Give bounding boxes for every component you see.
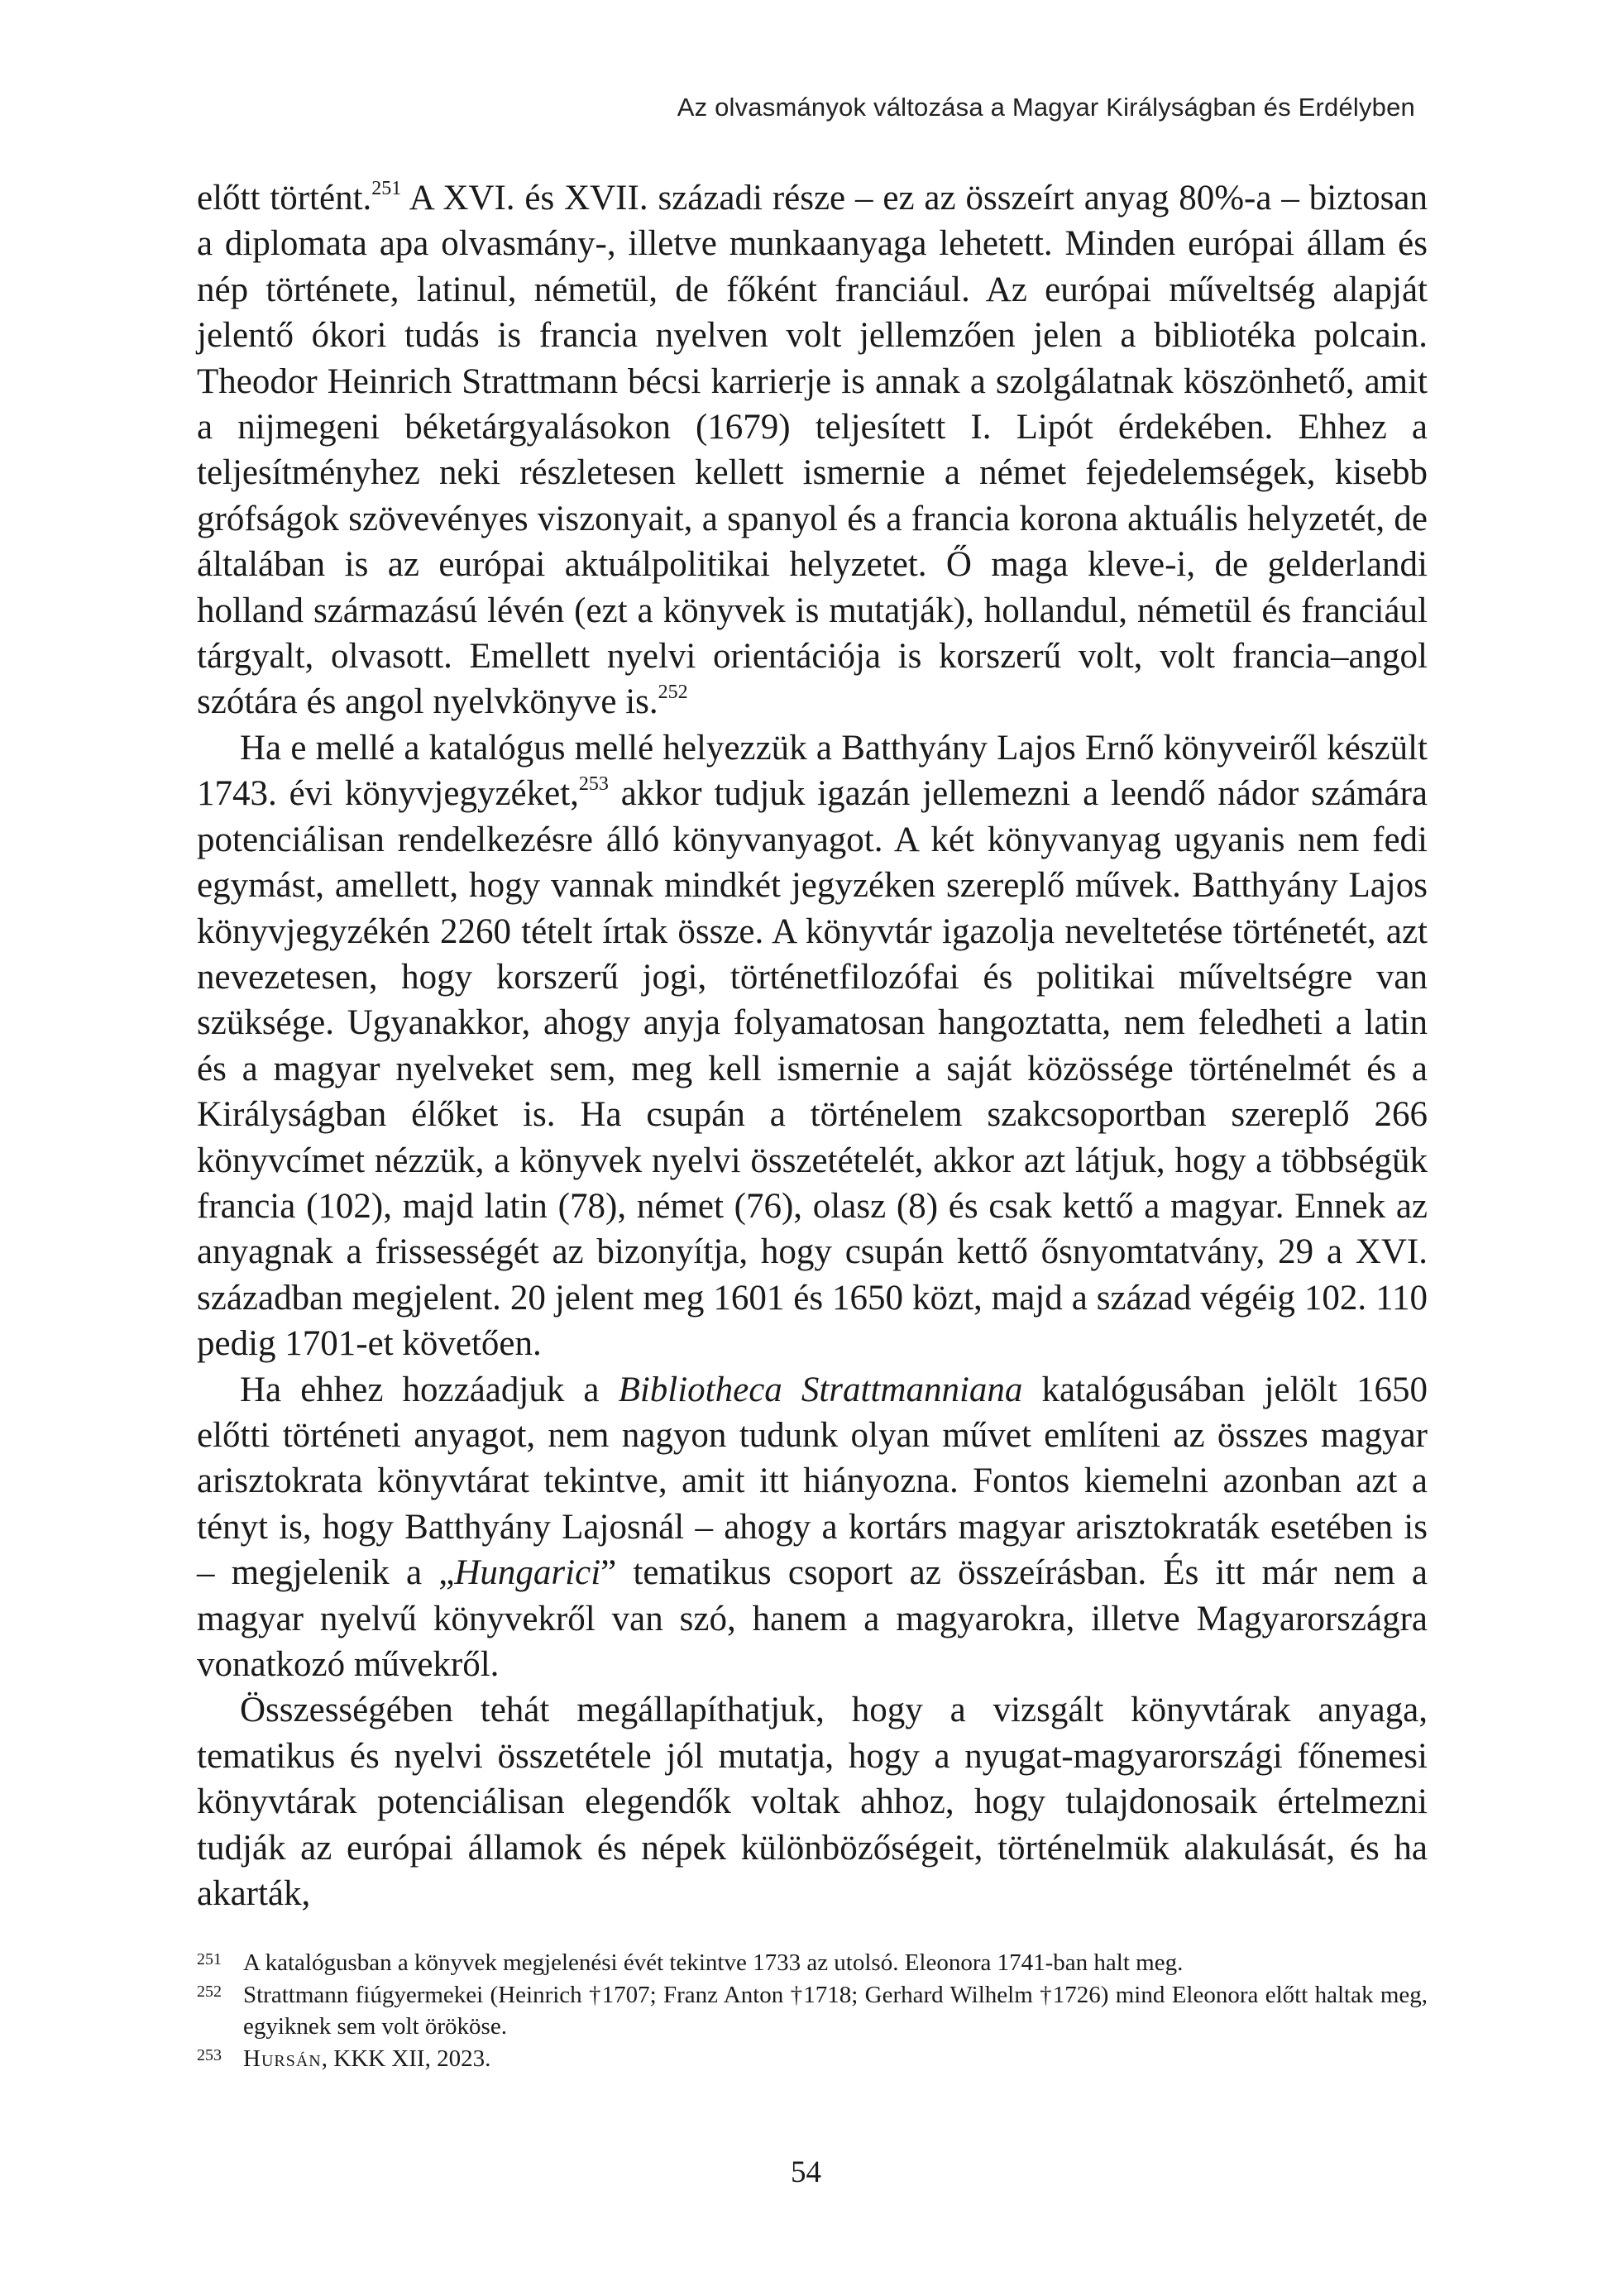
text-run: Összességében tehát megállapíthatjuk, hogy a vizsgált könyvtárak anyaga, tematikus és nyelvi összetétele jól mutatja, hogy a nyugat-magyarországi főnemesi könyvtárak potenciálisan elegendők voltak ahhoz, hogy tulajdonosaik értelmezni tudják az európai államok és népek különbözőségeit, történelmük alakulását, és ha akarták, bbox=[197, 1691, 1428, 1914]
footnote-ref: 252 bbox=[658, 682, 688, 704]
text-run: Ha e mellé a katalógus mellé helyezzük a Batthyány Lajos Ernő könyveiről készült 1743. évi könyvjegyzéket, bbox=[197, 728, 1428, 814]
page-number: 54 bbox=[791, 2155, 821, 2189]
footnote bbox=[197, 2043, 1428, 2075]
text-run: , KKK XII, 2023. bbox=[321, 2045, 491, 2072]
paragraph bbox=[197, 725, 1428, 1367]
text-run: Strattmann fiúgyermekei (Heinrich †1707; Franz Anton †1718; Gerhard Wilhelm †1726) mind Eleonora előtt haltak meg, egyiknek sem volt örököse. bbox=[243, 1981, 1428, 2040]
footnote-number: 251 bbox=[197, 1950, 222, 1968]
footnote bbox=[197, 1979, 1428, 2043]
text-run: Ha ehhez hozzáadjuk a bbox=[240, 1370, 619, 1409]
footnote-ref: 253 bbox=[578, 773, 609, 796]
footnote-number: 252 bbox=[197, 1982, 222, 2001]
text-run: ” tematikus csoport az összeírásban. És itt már nem a magyar nyelvű könyvekről van szó, hanem a magyarokra, illetve Magyarországra vonatkozó művekről. bbox=[197, 1553, 1428, 1684]
text-run: előtt történt. bbox=[197, 179, 372, 218]
author-name: Hursán bbox=[243, 2045, 322, 2072]
footnote-number: 253 bbox=[197, 2045, 222, 2064]
text-run: akkor tudjuk igazán jellemezni a leendő nádor számára potenciálisan rendelkezésre álló könyvanyagot. A két könyvanyag ugyanis nem fedi egymást, amellett, hogy vannak mindkét jegyzéken szereplő művek. Batthyány Lajos könyvjegyzékén 2260 tételt írtak össze. A könyvtár igazolja neveltetése történetét, azt nevezetesen, hogy korszerű jogi, történetfilozófai és politikai műveltségre van szüksége. Ugyanakkor, ahogy anyja folyamatosan hangoztatta, nem feledheti a latin és a magyar nyelveket sem, meg kell ismernie a saját közössége történelmét és a Királyságban élőket is. Ha csupán a történelem szakcsoportban szereplő 266 könyvcímet nézzük, a könyvek nyelvi összetételét, akkor azt látjuk, hogy a többségük francia (102), majd latin (78), német (76), olasz (8) és csak kettő a magyar. Ennek az anyagnak a frissességét az bizonyítja, hogy csupán kettő ősnyomtatvány, 29 a XVI. században megjelent. 20 jelent meg 1601 és 1650 közt, majd a század végéig 102. 110 pedig 1701-et követően. bbox=[197, 774, 1428, 1364]
paragraph bbox=[197, 1687, 1428, 1916]
text-run: A XVI. és XVII. századi része – ez az összeírt anyag 80%-a – biztosan a diplomata apa olvasmány-, illetve munkaanyaga lehetett. Minden európai állam és nép története, latinul, németül, de főként franciául. Az európai műveltség alapját jelentő ókori tudás is francia nyelven volt jellemzően jelen a bibliotéka polcain. Theodor Heinrich Strattmann bécsi karrierje is annak a szolgálatnak köszönhető, amit a nijmegeni béketárgyalásokon (1679) teljesített I. Lipót érdekében. Ehhez a teljesítményhez neki részletesen kellett ismernie a német fejedelemségek, kisebb grófságok szövevényes viszonyait, a spanyol és a francia korona aktuális helyzetét, de általában is az európai aktuálpolitikai helyzetet. Ő maga kleve-i, de gelderlandi holland származású lévén (ezt a könyvek is mutatják), hollandul, németül és franciául tárgyalt, olvasott. Emellett nyelvi orientációja is korszerű volt, volt francia–angol szótára és angol nyelvkönyve is. bbox=[197, 179, 1428, 722]
paragraph bbox=[197, 1367, 1428, 1688]
italic-text: Bibliotheca Strattmanniana bbox=[618, 1370, 1023, 1409]
text-run: A katalógusban a könyvek megjelenési évét tekintve 1733 az utolsó. Eleonora 1741-ban halt meg. bbox=[243, 1949, 1184, 1976]
footnote-text bbox=[243, 1982, 1428, 2040]
footnotes bbox=[197, 1947, 1428, 2074]
text-run: katalógusában jelölt 1650 előtti történeti anyagot, nem nagyon tudunk olyan művet említeni az összes magyar arisztokrata könyvtárat tekintve, amit itt hiányozna. Fontos kiemelni azonban azt a tényt is, hogy Batthyány Lajosnál – ahogy a kortárs magyar arisztokraták esetében is – megjelenik a „ bbox=[197, 1370, 1428, 1593]
italic-text: Hungarici bbox=[454, 1553, 601, 1593]
footnote-ref: 251 bbox=[371, 178, 402, 199]
footnote-text bbox=[243, 1949, 1183, 1976]
footnote bbox=[197, 1947, 1428, 1979]
main-text bbox=[197, 175, 1428, 1916]
footnote-text bbox=[243, 2045, 490, 2072]
paragraph bbox=[197, 175, 1428, 725]
running-head: Az olvasmányok változása a Magyar Királyságban és Erdélyben bbox=[677, 93, 1415, 122]
